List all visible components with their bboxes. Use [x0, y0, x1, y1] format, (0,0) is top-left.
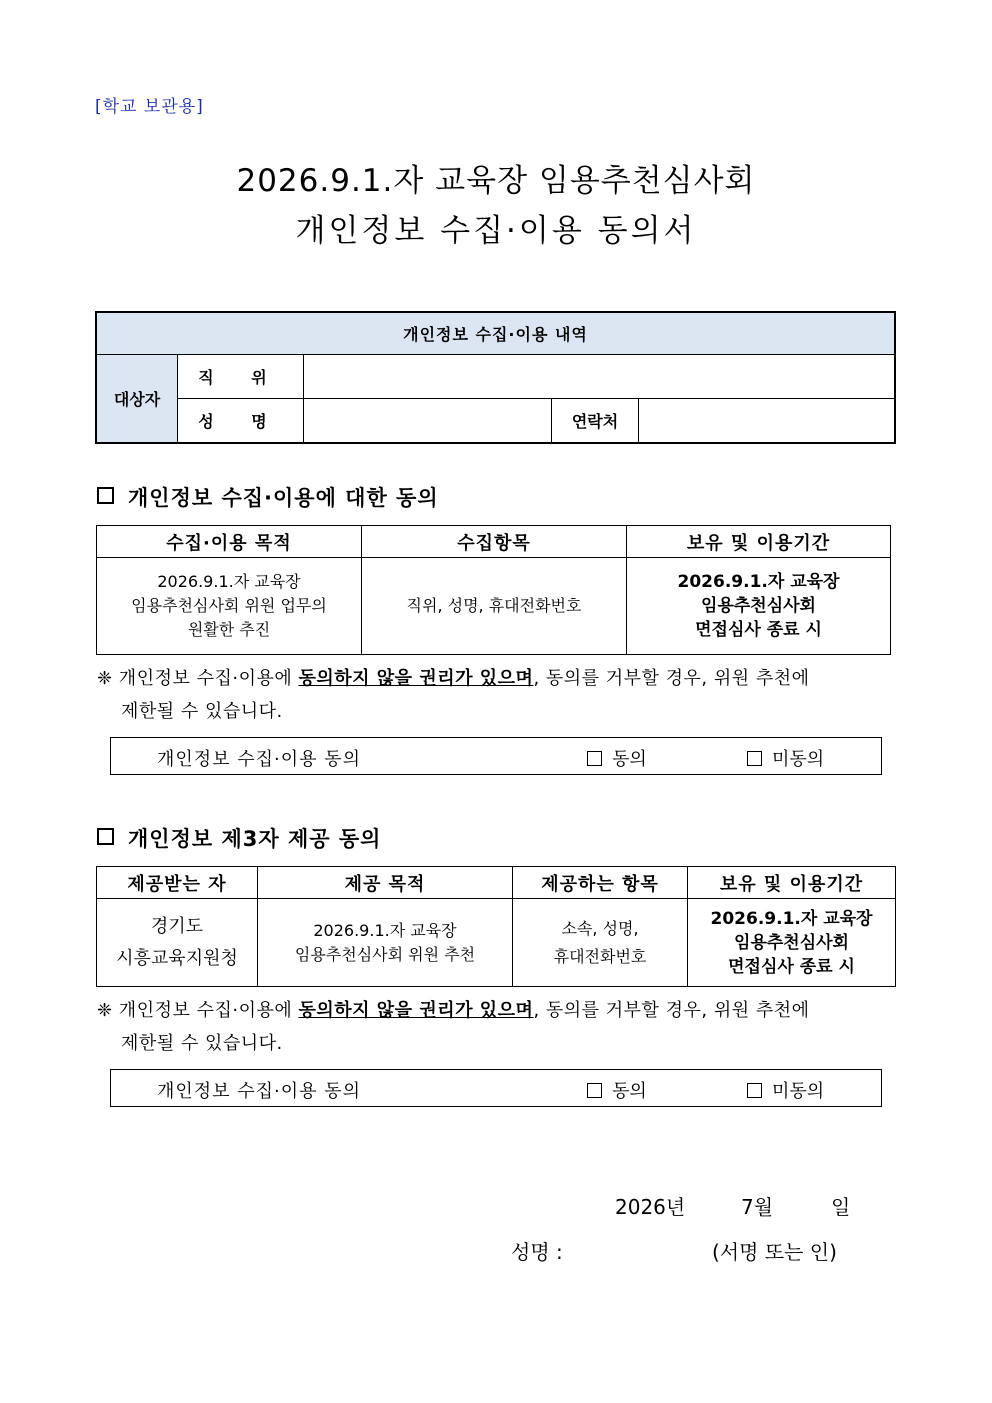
personal-info-table: [95, 311, 896, 444]
date-day: 일: [831, 1195, 851, 1219]
period-cell: [627, 558, 891, 655]
agree-label: 동의: [612, 1081, 647, 1102]
contact-label: 연락처: [552, 399, 639, 444]
document-title-line2: 개인정보 수집·이용 동의서: [295, 213, 697, 249]
date-month: 7월: [741, 1195, 774, 1219]
consent-box-1: [110, 737, 882, 775]
purpose-line: 원활한 추진: [187, 620, 271, 639]
recipient-line: 시흥교육지원청: [116, 947, 238, 969]
third-party-table: [96, 866, 896, 987]
consent-label: 개인정보 수집·이용 동의: [157, 1081, 362, 1102]
date-year: 2026년: [615, 1195, 686, 1219]
items-cell: [513, 899, 688, 987]
purpose-line: 임용추천심사회 위원 업무의: [131, 596, 327, 615]
col-items: 수집항목: [362, 526, 627, 558]
col-period: 보유 및 이용기간: [688, 867, 896, 899]
disagree-option[interactable]: [747, 1077, 824, 1103]
note-emphasis: 동의하지 않을 권리가 있으며: [298, 668, 534, 689]
document-title-line1: 2026.9.1.자 교육장 임용추천심사회: [236, 163, 756, 199]
col-purpose: 제공 목적: [258, 867, 513, 899]
target-label: 대상자: [96, 355, 178, 444]
info-table-header: 개인정보 수집·이용 내역: [96, 312, 895, 355]
purpose-line: 2026.9.1.자 교육장: [157, 572, 301, 591]
disagree-checkbox[interactable]: [747, 751, 762, 766]
recipient-cell: [97, 899, 258, 987]
note-suffix: , 동의를 거부할 경우, 위원 추천에: [533, 1000, 810, 1021]
period-line: 2026.9.1.자 교육장: [710, 908, 873, 929]
period-cell: [688, 899, 896, 987]
refusal-note-2: [97, 994, 810, 1060]
purpose-line: 임용추천심사회 위원 추천: [294, 944, 476, 964]
period-line: 임용추천심사회: [734, 932, 849, 953]
items-cell: 직위, 성명, 휴대전화번호: [362, 558, 627, 655]
recipient-line: 경기도: [150, 915, 204, 937]
purpose-line: 2026.9.1.자 교육장: [313, 920, 457, 940]
collection-use-table: [96, 525, 891, 655]
position-label: 직 위: [178, 355, 304, 399]
items-line: 소속, 성명,: [561, 918, 639, 938]
agree-checkbox[interactable]: [587, 1083, 602, 1098]
note-suffix: , 동의를 거부할 경우, 위원 추천에: [533, 668, 810, 689]
period-line: 면접심사 종료 시: [695, 620, 822, 640]
col-period: 보유 및 이용기간: [627, 526, 891, 558]
period-line: 면접심사 종료 시: [728, 956, 855, 977]
note-prefix: ❈ 개인정보 수집·이용에: [97, 1000, 299, 1021]
position-field[interactable]: [304, 355, 896, 399]
note-line2: 제한될 수 있습니다.: [121, 701, 283, 722]
consent-box-2: [110, 1069, 882, 1107]
sign-label: 성명 :: [511, 1240, 563, 1264]
col-recipient: 제공받는 자: [97, 867, 258, 899]
section1-heading: [97, 482, 439, 512]
purpose-cell: [258, 899, 513, 987]
name-field[interactable]: [304, 399, 552, 444]
section1-title: 개인정보 수집·이용에 대한 동의: [128, 486, 439, 510]
section2-heading: [97, 823, 381, 853]
purpose-cell: [97, 558, 362, 655]
consent-label: 개인정보 수집·이용 동의: [157, 749, 362, 770]
disagree-label: 미동의: [772, 749, 825, 770]
period-line: 2026.9.1.자 교육장: [677, 572, 840, 592]
section2-title: 개인정보 제3자 제공 동의: [128, 827, 382, 851]
note-prefix: ❈ 개인정보 수집·이용에: [97, 668, 299, 689]
period-line: 임용추천심사회: [701, 596, 816, 616]
name-label: 성 명: [178, 399, 304, 444]
disagree-checkbox[interactable]: [747, 1083, 762, 1098]
disagree-option[interactable]: [747, 745, 824, 771]
sign-hint: (서명 또는 인): [712, 1240, 837, 1264]
col-items: 제공하는 항목: [513, 867, 688, 899]
disagree-label: 미동의: [772, 1081, 825, 1102]
contact-field[interactable]: [639, 399, 896, 444]
square-bullet-icon: [97, 828, 114, 845]
storage-label: [학교 보관용]: [95, 97, 204, 117]
note-emphasis: 동의하지 않을 권리가 있으며: [298, 1000, 534, 1021]
agree-checkbox[interactable]: [587, 751, 602, 766]
items-line: 휴대전화번호: [553, 946, 647, 966]
note-line2: 제한될 수 있습니다.: [121, 1033, 283, 1054]
col-purpose: 수집·이용 목적: [97, 526, 362, 558]
square-bullet-icon: [97, 487, 114, 504]
agree-option[interactable]: [587, 745, 647, 771]
agree-option[interactable]: [587, 1077, 647, 1103]
agree-label: 동의: [612, 749, 647, 770]
refusal-note-1: [97, 662, 810, 728]
